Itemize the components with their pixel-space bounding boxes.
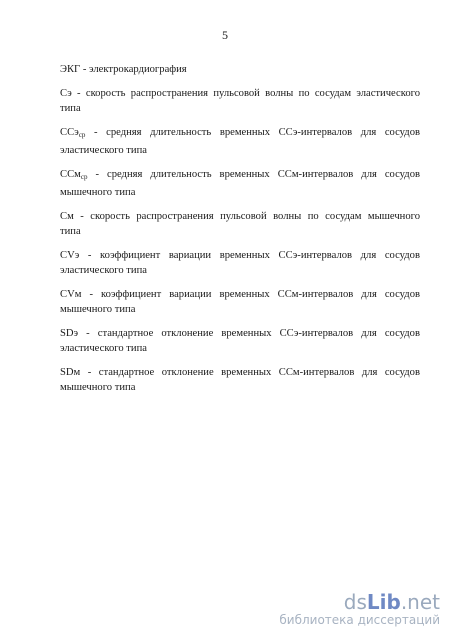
abbreviation-definition: - стандартное отклонение временных ССм-интервалов для сосудов <box>87 366 420 378</box>
dslib-watermark <box>240 592 440 627</box>
abbreviation-definition-continuation: эластического типа <box>60 145 147 156</box>
abbreviation-definition-continuation: мышечного типа <box>60 187 136 198</box>
abbreviation-term: ЭКГ <box>60 64 81 75</box>
abbreviation-definition: - средняя длительность временных ССэ-интервалов для сосудов <box>94 126 420 138</box>
abbreviation-entry <box>60 209 420 240</box>
abbreviation-list <box>60 62 420 404</box>
page-number: 5 <box>222 28 228 42</box>
abbreviation-entry <box>60 62 420 78</box>
abbreviation-definition: - скорость распространения пульсовой волны по сосудам мышечного <box>80 210 420 222</box>
abbreviation-definition: - коэффициент вариации временных ССм-интервалов для сосудов <box>89 288 420 300</box>
abbreviation-entry <box>60 248 420 279</box>
abbreviation-definition-continuation: типа <box>60 226 81 237</box>
abbreviation-term: См <box>60 210 74 222</box>
dslib-logo: dsLib.net <box>343 590 440 614</box>
abbreviation-definition-continuation: мышечного типа <box>60 304 136 315</box>
abbreviation-entry <box>60 125 420 159</box>
abbreviation-entry <box>60 167 420 201</box>
abbreviation-definition-continuation: эластического типа <box>60 343 147 354</box>
abbreviation-definition-continuation: мышечного типа <box>60 382 136 393</box>
abbreviation-definition: - коэффициент вариации временных ССэ-интервалов для сосудов <box>87 249 420 261</box>
abbreviation-definition: - стандартное отклонение временных ССэ-интервалов для сосудов <box>86 327 420 339</box>
abbreviation-definition: - скорость распространения пульсовой волны по сосудам эластического <box>77 87 420 99</box>
abbreviation-term: SDм <box>60 366 81 378</box>
abbreviation-entry <box>60 326 420 357</box>
abbreviation-term: ССэ$_{ср}$ <box>60 126 86 139</box>
abbreviation-definition-continuation: эластического типа <box>60 265 147 276</box>
abbreviation-entry <box>60 365 420 396</box>
abbreviation-definition: - электрокардиография <box>82 64 187 75</box>
abbreviation-term: SDэ <box>60 327 79 339</box>
watermark-subtitle: библиотека диссертаций <box>279 613 440 627</box>
abbreviation-definition: - средняя длительность временных ССм-интервалов для сосудов <box>95 168 420 180</box>
abbreviation-definition-continuation: типа <box>60 103 81 114</box>
abbreviation-entry <box>60 86 420 117</box>
abbreviation-term: CVэ <box>60 249 80 261</box>
abbreviation-term: CVм <box>60 288 82 300</box>
abbreviation-term: ССм$_{ср}$ <box>60 168 88 181</box>
abbreviation-term: Сэ <box>60 87 72 99</box>
abbreviation-entry <box>60 287 420 318</box>
